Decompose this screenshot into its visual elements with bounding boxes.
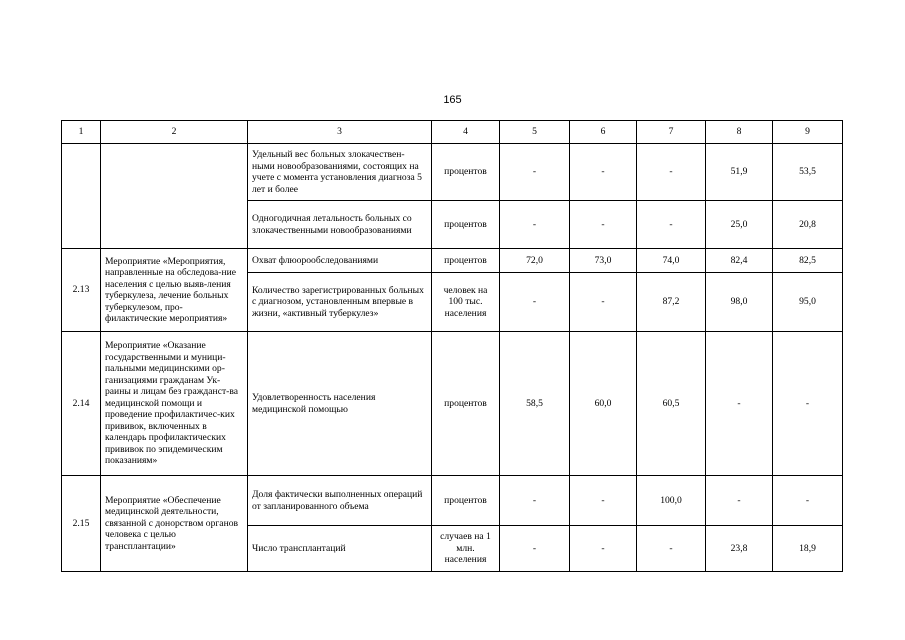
header-cell: 9 (773, 121, 843, 144)
indicator-cell: Количество зарегистрированных больных с диагнозом, установленным впервые в жизни, «активный туберкулез» (248, 273, 432, 332)
indicator-cell: Удельный вес больных злокачествен-ными новообразованиями, состоящих на учете с момента установления диагноза 5 лет и более (248, 144, 432, 201)
value-cell: 53,5 (773, 144, 843, 201)
header-cell: 7 (637, 121, 706, 144)
row-number: 2.15 (62, 476, 101, 572)
value-cell: 18,9 (773, 526, 843, 572)
event-cell (101, 144, 248, 249)
header-cell: 8 (706, 121, 773, 144)
indicators-table (61, 120, 843, 572)
header-cell: 5 (500, 121, 570, 144)
header-cell: 3 (248, 121, 432, 144)
unit-cell: процентов (432, 332, 500, 476)
value-cell: 25,0 (706, 201, 773, 249)
table-row (62, 332, 843, 476)
header-row (62, 121, 843, 144)
header-cell: 4 (432, 121, 500, 144)
page-number: 165 (443, 94, 462, 106)
value-cell: - (706, 332, 773, 476)
unit-cell: процентов (432, 249, 500, 273)
event-cell: Мероприятие «Обеспечение медицинской деятельности, связанной с донорством органов человека с целью трансплантации» (101, 476, 248, 572)
value-cell: 60,5 (637, 332, 706, 476)
value-cell: - (500, 144, 570, 201)
row-number (62, 144, 101, 249)
value-cell: 100,0 (637, 476, 706, 526)
unit-cell: процентов (432, 476, 500, 526)
value-cell: - (637, 526, 706, 572)
table-row (62, 249, 843, 273)
row-number: 2.14 (62, 332, 101, 476)
value-cell: - (500, 273, 570, 332)
indicator-cell: Удовлетворенность населения медицинской помощью (248, 332, 432, 476)
indicator-cell: Одногодичная летальность больных со злокачественными новообразованиями (248, 201, 432, 249)
value-cell: 23,8 (706, 526, 773, 572)
value-cell: - (500, 476, 570, 526)
value-cell: - (706, 476, 773, 526)
value-cell: 82,4 (706, 249, 773, 273)
value-cell: 72,0 (500, 249, 570, 273)
indicator-cell: Доля фактически выполненных операций от запланированного объема (248, 476, 432, 526)
indicator-cell: Охват флюорообследованиями (248, 249, 432, 273)
unit-cell: человек на 100 тыс. населения (432, 273, 500, 332)
event-cell: Мероприятие «Оказание государственными и муници-пальными медицинскими ор-ганизациями гражданам Ук-раины и лицам без гражданст-ва медицинской помощи и проведение профилактичес-ких прививок, включенных в календарь профилактических прививок по эпидемическим показаниям» (101, 332, 248, 476)
value-cell: - (500, 526, 570, 572)
header-cell: 2 (101, 121, 248, 144)
value-cell: 60,0 (570, 332, 637, 476)
value-cell: - (773, 476, 843, 526)
value-cell: - (773, 332, 843, 476)
indicator-cell: Число трансплантаций (248, 526, 432, 572)
value-cell: - (570, 526, 637, 572)
unit-cell: процентов (432, 201, 500, 249)
header-cell: 1 (62, 121, 101, 144)
header-cell: 6 (570, 121, 637, 144)
value-cell: 74,0 (637, 249, 706, 273)
unit-cell: случаев на 1 млн. населения (432, 526, 500, 572)
value-cell: 95,0 (773, 273, 843, 332)
value-cell: - (637, 201, 706, 249)
value-cell: 82,5 (773, 249, 843, 273)
event-cell: Мероприятие «Мероприятия, направленные на обследова-ние населения с целью выяв-ления туберкулеза, лечение больных туберкулезом, про-филактические мероприятия» (101, 249, 248, 332)
value-cell: 73,0 (570, 249, 637, 273)
value-cell: - (570, 273, 637, 332)
row-number: 2.13 (62, 249, 101, 332)
value-cell: - (570, 201, 637, 249)
value-cell: - (637, 144, 706, 201)
value-cell: 20,8 (773, 201, 843, 249)
value-cell: 98,0 (706, 273, 773, 332)
table-row (62, 476, 843, 526)
unit-cell: процентов (432, 144, 500, 201)
table-row (62, 144, 843, 201)
value-cell: 87,2 (637, 273, 706, 332)
value-cell: 51,9 (706, 144, 773, 201)
value-cell: - (570, 476, 637, 526)
value-cell: - (570, 144, 637, 201)
value-cell: - (500, 201, 570, 249)
value-cell: 58,5 (500, 332, 570, 476)
